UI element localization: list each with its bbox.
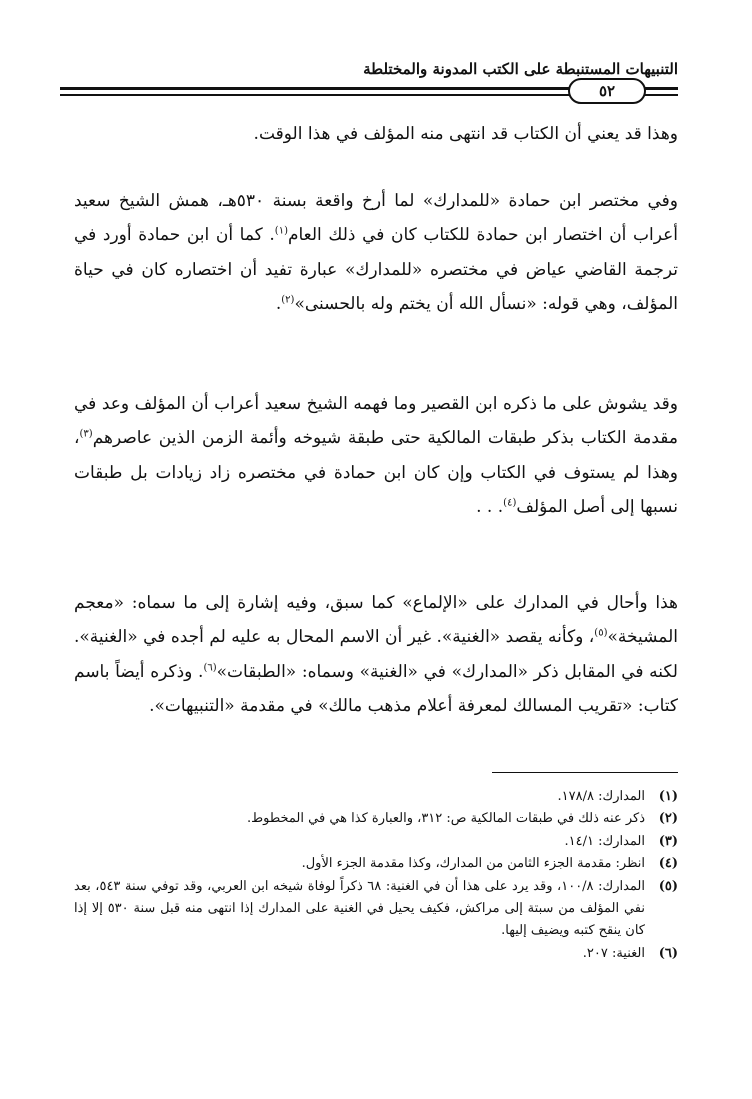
footnote-number: (٤) [658, 856, 678, 872]
paragraph-2 [74, 184, 678, 321]
paragraph-3-text-b: ، وهذا لم يستوف في الكتاب وإن كان ابن حمادة في مختصره زاد زيادات بل طبقات نسبها إلى أصل المؤلف [74, 428, 678, 517]
footnote-item [74, 831, 678, 853]
footnote-item [74, 943, 678, 965]
footnote-number: (٢) [658, 811, 678, 827]
footnote-ref-6[interactable]: (٦) [203, 661, 217, 673]
footnote-ref-3[interactable]: (٣) [79, 428, 93, 440]
running-title: التنبيهات المستنبطة على الكتب المدونة والمختلطة [363, 60, 678, 78]
paragraph-3-text-c: . . . [476, 496, 504, 517]
footnote-item [74, 853, 678, 875]
footnote-number: (٣) [658, 833, 678, 849]
footnote-text: المدارك: ١٠٠/٨، وقد يرد على هذا أن في الغنية: ٦٨ ذكراً لوفاة شيخه ابن العربي، وقد توفي سنة ٥٤٣، بعد نفي المؤلف من سبتة إلى مراكش، فكيف يحيل في الغنية على المدارك إذا انتهى منه قبل سنة ٥٣٠ إلا إذا كان ينقح كتبه ويضيف إليها. [74, 878, 645, 939]
footnote-text: ذكر عنه ذلك في طبقات المالكية ص: ٣١٢، والعبارة كذا هي في المخطوط. [246, 811, 645, 827]
paragraph-3-text-a: وقد يشوش على ما ذكره ابن القصير وما فهمه الشيخ سعيد أعراب أن المؤلف وعد في مقدمة الكتاب بذكر طبقات المالكية حتى طبقة شيوخه وأئمة الزمن الذين عاصرهم [74, 394, 678, 449]
footnote-text: المدارك: ١٧٨/٨. [557, 789, 645, 804]
footnote-text: المدارك: ١٤/١. [564, 833, 645, 849]
footnote-text: الغنية: ٢٠٧. [582, 945, 645, 961]
paragraph-1-text: وهذا قد يعني أن الكتاب قد انتهى منه المؤلف في هذا الوقت. [253, 124, 678, 144]
paragraph-4 [74, 586, 678, 723]
paragraph-2-text-a: وفي مختصر ابن حمادة «للمدارك» لما أرخ واقعة بسنة ٥٣٠هـ، همش الشيخ سعيد أعراب أن اختصار ابن حمادة للكتاب كان في ذلك العام [74, 191, 679, 246]
footnote-ref-5[interactable]: (٥) [594, 627, 608, 639]
footnote-number: (٦) [658, 945, 678, 961]
paragraph-2-text-c: . [275, 293, 282, 314]
paragraph-1 [74, 117, 678, 151]
footnote-item [74, 876, 678, 943]
footnote-ref-2[interactable]: (٢) [281, 294, 295, 306]
paragraph-3 [74, 387, 678, 524]
footnote-separator [492, 772, 678, 773]
footnote-ref-4[interactable]: (٤) [503, 497, 517, 509]
paragraph-4-text-a: هذا وأحال في المدارك على «الإلماع» كما سبق، وفيه إشارة إلى ما سماه: «معجم المشيخة» [74, 593, 678, 648]
page-number-badge: ٥٢ [568, 78, 646, 104]
paragraph-4-text-c: . وذكره أيضاً باسم كتاب: «تقريب المسالك لمعرفة أعلام مذهب مالك» في مقدمة «التنبيهات». [74, 661, 678, 716]
footnote-ref-1[interactable]: (١) [274, 225, 288, 237]
paragraph-2-text-b: . كما أن ابن حمادة أورد في ترجمة القاضي عياض في مختصره «للمدارك» عبارة تفيد أن اختصاره كان في حياة المؤلف، وهي قوله: «نسأل الله أن يختم وله بالحسنى» [74, 225, 678, 314]
paragraph-4-text-b: ، وكأنه يقصد «الغنية». غير أن الاسم المحال به عليه لم أجده في «الغنية». لكنه في المقابل ذكر «المدارك» في «الغنية» وسماه: «الطبقات» [74, 627, 678, 682]
footnote-item [74, 786, 678, 808]
footnote-number: (١) [658, 789, 678, 804]
footnote-text: انظر: مقدمة الجزء الثامن من المدارك، وكذا مقدمة الجزء الأول. [301, 856, 645, 872]
footnote-item [74, 808, 678, 830]
footnotes-list [74, 786, 678, 965]
footnote-number: (٥) [658, 878, 678, 894]
